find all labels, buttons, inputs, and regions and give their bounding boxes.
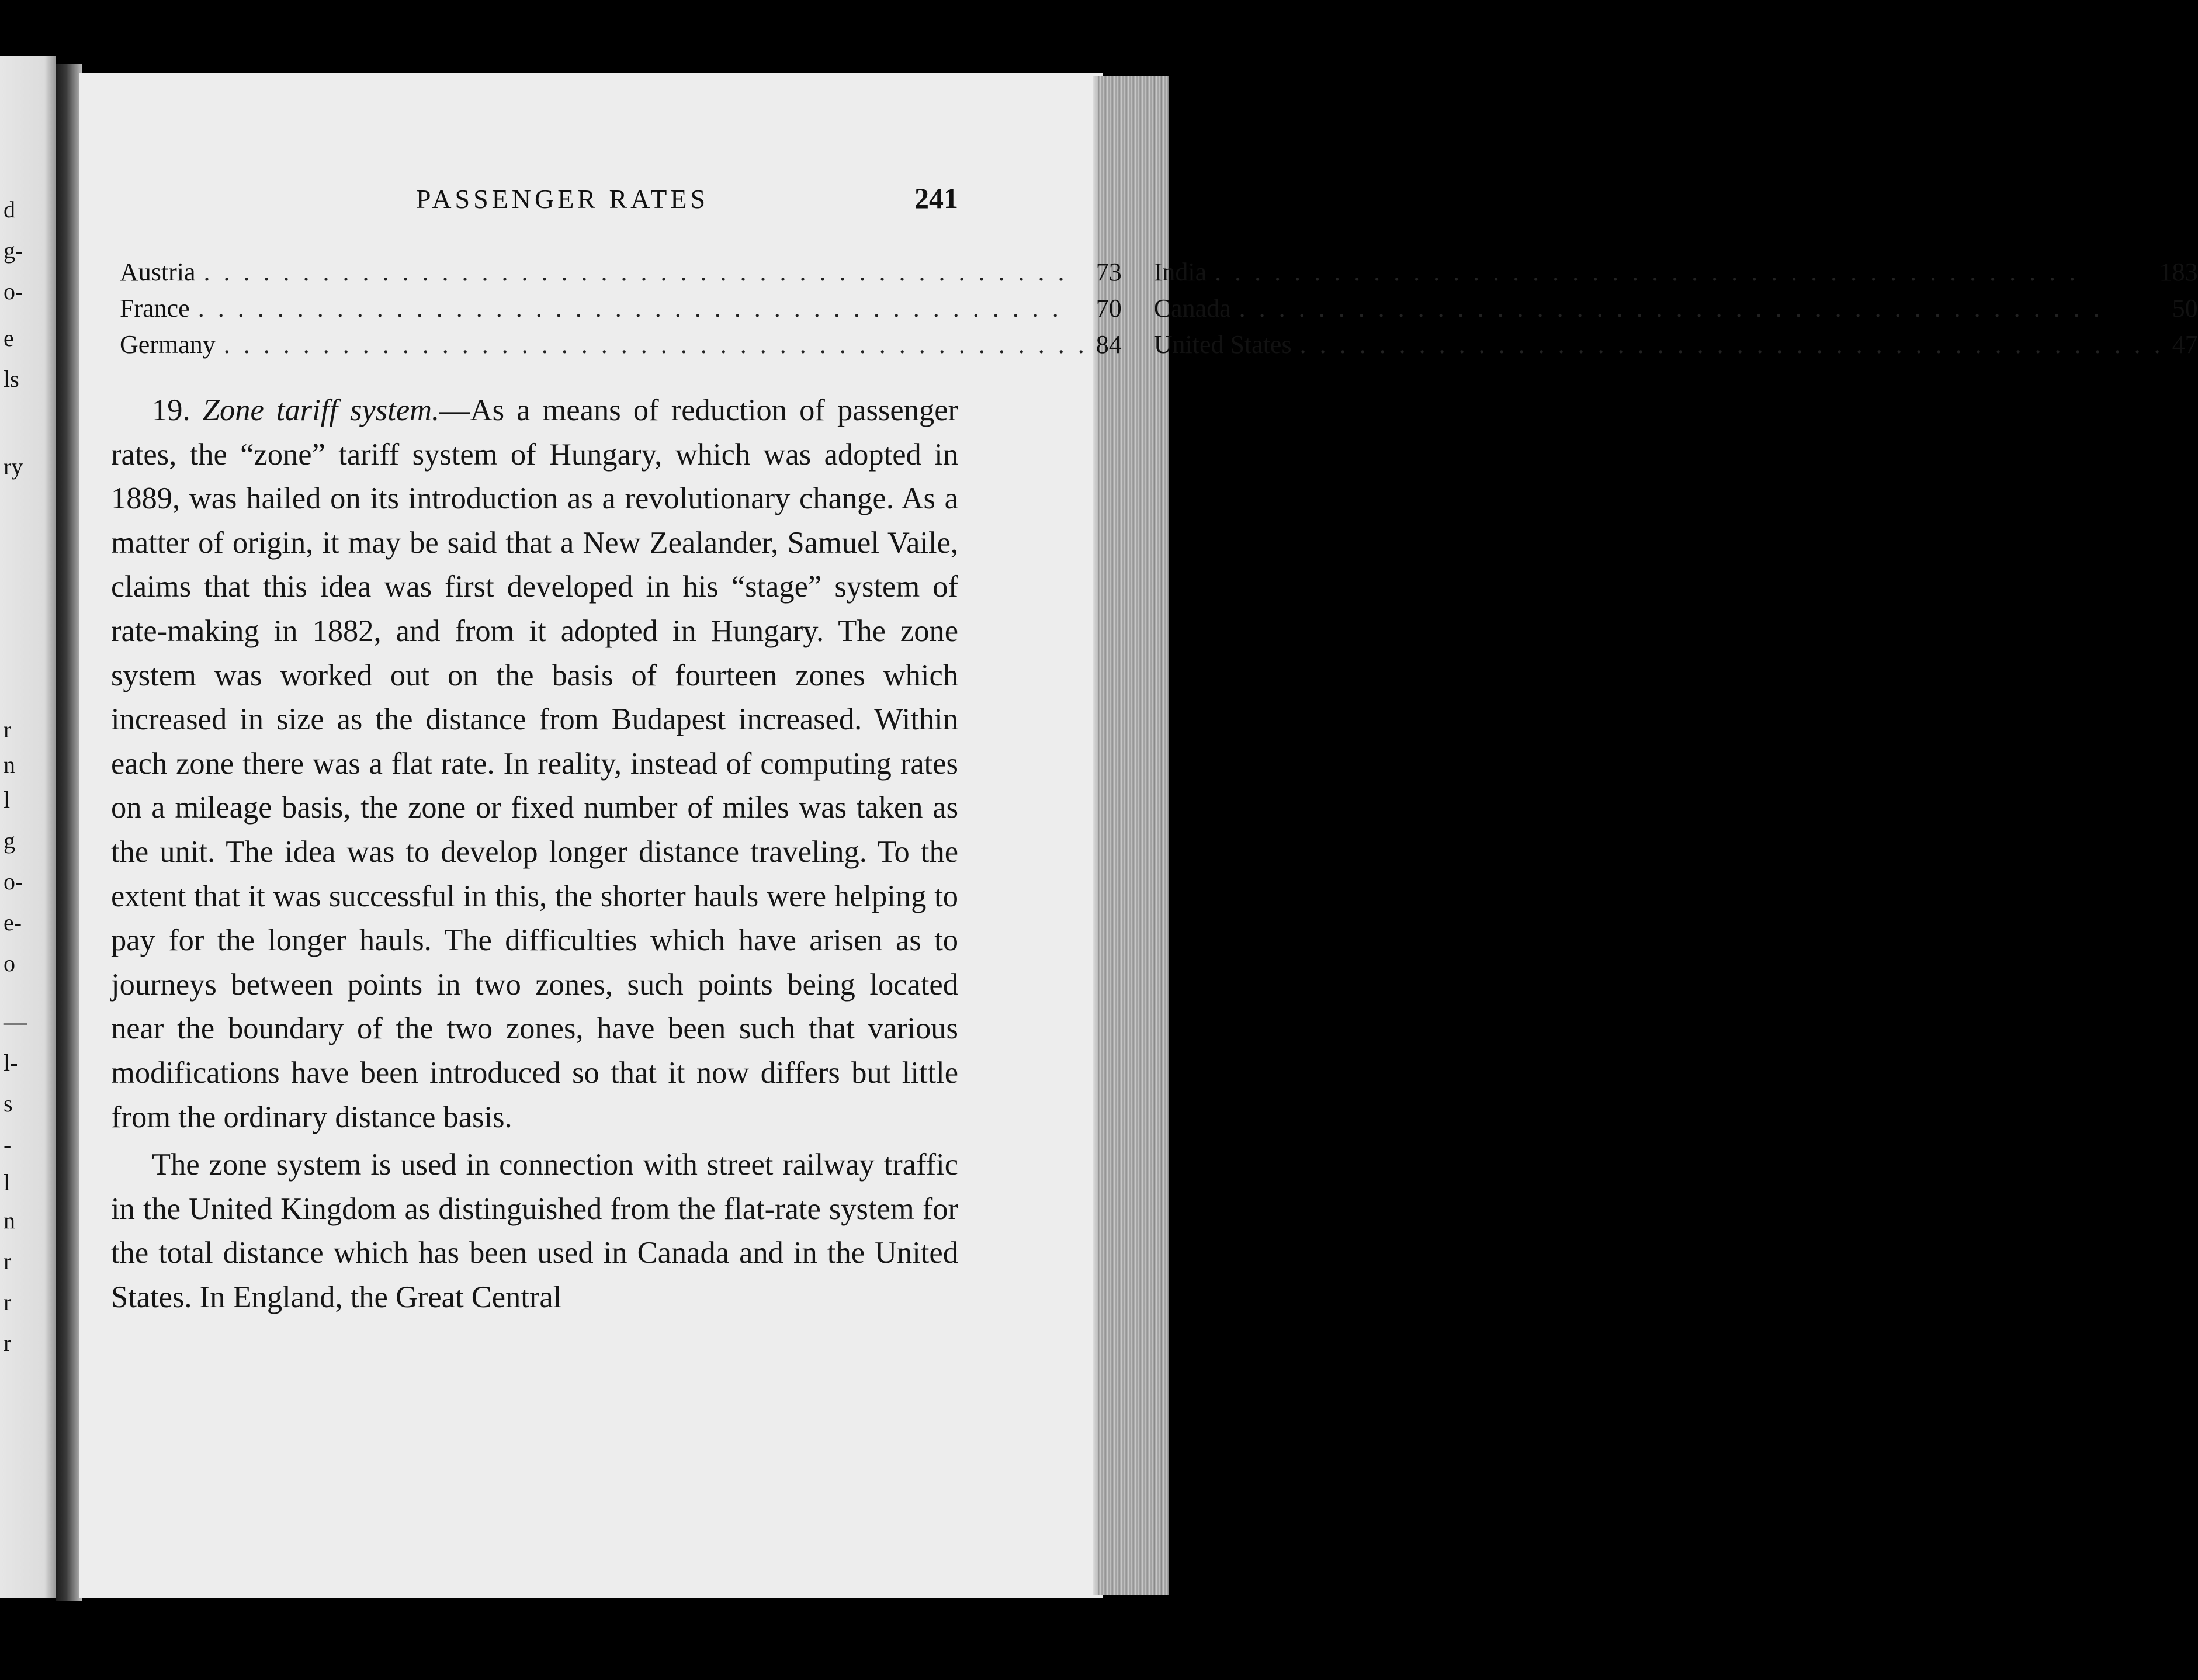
dot-leader: [204, 257, 1088, 287]
facing-page-edge: [0, 56, 56, 1598]
page-number: 241: [914, 182, 958, 214]
table-row: [120, 293, 1122, 327]
facing-page-fragment: o-: [4, 278, 23, 304]
country-name: Germany: [120, 330, 216, 359]
facing-page-fragment: l: [4, 1169, 11, 1196]
facing-page-fragment: l: [4, 787, 11, 813]
dot-leader: [1239, 293, 2164, 323]
dot-leader: [1300, 330, 2164, 359]
facing-page-fragment: r: [4, 1289, 12, 1315]
facing-page-fragment: —: [4, 1009, 27, 1035]
section-title: Zone tariff system.: [202, 393, 440, 427]
table-row: [1154, 293, 2198, 327]
facing-page-fragment: n: [4, 1207, 15, 1234]
country-name: Canada: [1153, 294, 1231, 323]
facing-page-fragment: r: [4, 716, 12, 743]
facing-page-fragment: r: [4, 1248, 12, 1274]
paragraph: The zone system is used in connection with street railway traffic in the United Kingdom as distinguished from the flat-rate system for the total distance which has been used in Canada and in the United States. In England, the Great Central: [111, 1148, 958, 1314]
rate-value: 47: [2172, 330, 2198, 359]
facing-page-fragment: o-: [4, 868, 23, 895]
rate-value: 73: [1095, 258, 1122, 286]
country-name: India: [1153, 258, 1207, 286]
facing-page-fragment: o: [4, 950, 15, 976]
rate-value: 84: [1095, 330, 1122, 359]
facing-page-fragment: n: [4, 751, 15, 778]
section-number: 19.: [152, 393, 190, 427]
country-name: France: [120, 294, 190, 323]
table-row: [1154, 330, 2198, 363]
facing-page-fragment: ry: [4, 453, 23, 480]
facing-page-fragment: -: [4, 1131, 12, 1158]
facing-page-fragment: g: [4, 827, 15, 854]
facing-page-fragment: d: [4, 196, 15, 223]
rate-value: 50: [2172, 294, 2198, 323]
dot-leader: [1215, 257, 2151, 287]
facing-page-fragment: r: [4, 1330, 12, 1356]
country-name: Austria: [120, 258, 196, 286]
table-row: [120, 330, 1122, 363]
book-gutter: [56, 64, 82, 1601]
running-head: PASSENGER RATES: [415, 184, 709, 214]
facing-page-fragment: g-: [4, 237, 23, 264]
paragraph-text: —As a means of reduction of passenger rates, the “zone” tariff system of Hungary, which was adopted in 1889, was hailed on its introduction as a revolutionary change. As a matter of origin, it may be said that a New Zealander, Samuel Vaile, claims that this idea was first developed in his “stage” system of rate-making in 1882, and from it adopted in Hungary. The zone system was worked out on the basis of fourteen zones which increased in size as the distance from Budapest increased. Within each zone there was a flat rate. In reality, instead of computing rates on a mileage basis, the zone or fixed number of miles was taken as the unit. The idea was to develop longer distance traveling. To the extent that it was successful in this, the shorter hauls were helping to pay for the longer hauls. The difficulties which have arisen as to journeys between points in two zones, such points being located near the boundary of the two zones, have been such that various modifications have been introduced so that it now differs but little from the ordinary distance basis.: [111, 393, 958, 1134]
passenger-rate-table: [120, 257, 2198, 363]
facing-page-fragment: e-: [4, 909, 22, 936]
body-text: [111, 389, 958, 1319]
rate-value: 183: [2159, 258, 2198, 286]
table-row: [1154, 257, 2198, 291]
table-row: [120, 257, 1122, 291]
facing-page-fragment: ls: [4, 366, 19, 392]
facing-page-fragment: l-: [4, 1049, 18, 1076]
page-header: [117, 181, 958, 215]
facing-page-fragment: e: [4, 325, 14, 351]
country-name: United States: [1153, 330, 1292, 359]
paragraph: [111, 389, 958, 1139]
facing-page-fragment: s: [4, 1090, 13, 1117]
dot-leader: [224, 330, 1088, 359]
rate-value: 70: [1095, 294, 1122, 323]
dot-leader: [198, 293, 1088, 323]
